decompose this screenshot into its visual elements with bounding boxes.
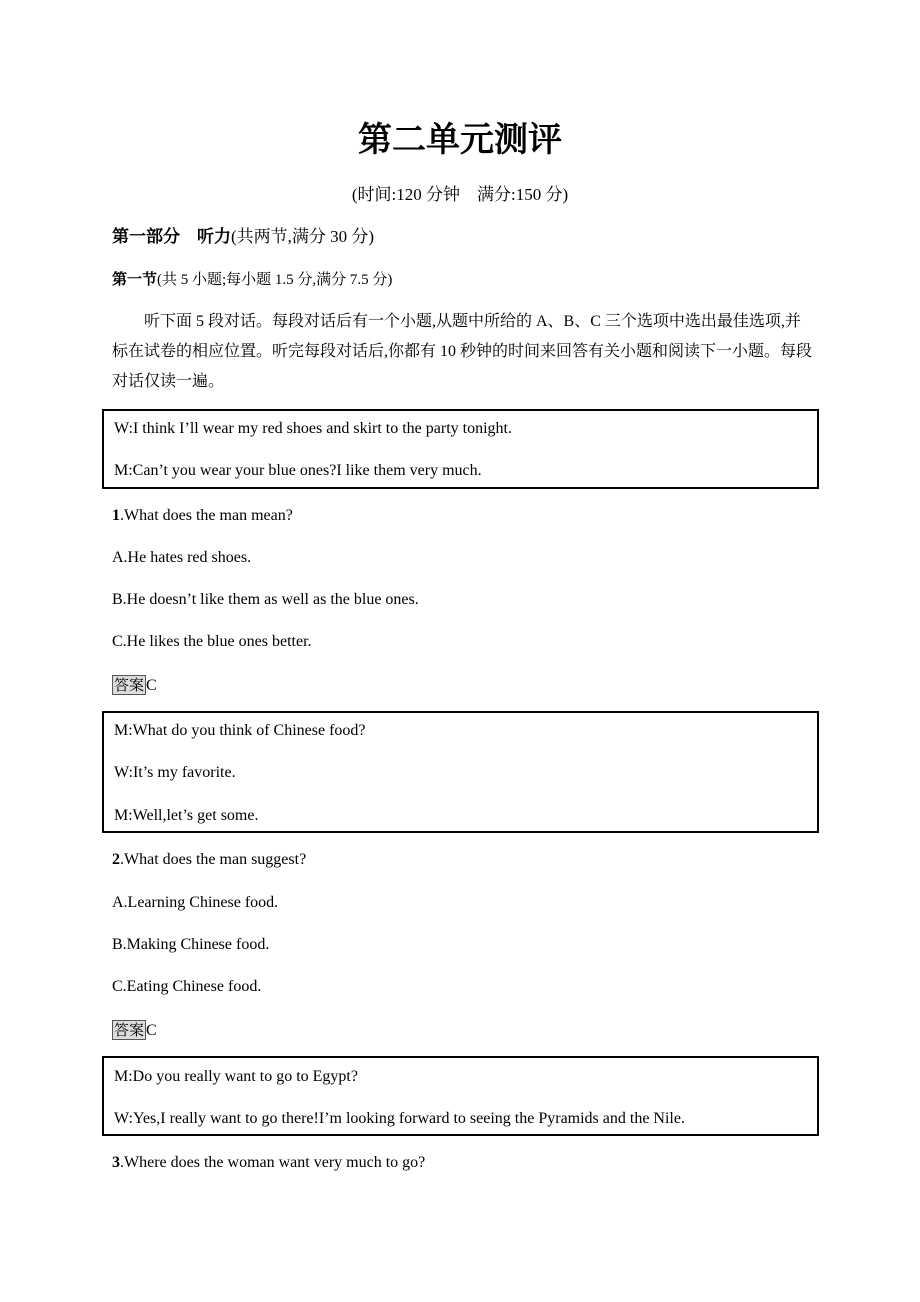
answer-badge: 答案 bbox=[114, 676, 145, 694]
page-title: 第二单元测评 bbox=[358, 120, 562, 160]
exam-info: (时间:120 分钟 满分:150 分) bbox=[351, 185, 569, 204]
option-b: B.He doesn’t like them as well as the blue ones. bbox=[112, 591, 419, 608]
question-text: .What does the man suggest? bbox=[120, 851, 307, 868]
question-number: 3 bbox=[112, 1154, 120, 1171]
dialogue-box-2 bbox=[102, 711, 819, 833]
question-1 bbox=[112, 506, 293, 526]
dialogue-line: M:What do you think of Chinese food? bbox=[114, 722, 366, 739]
dialogue-line: W:Yes,I really want to go there!I’m looking forward to seeing the Pyramids and the Nile. bbox=[114, 1110, 685, 1127]
section-label: 第一节 bbox=[112, 272, 158, 288]
answer-2 bbox=[112, 1020, 157, 1041]
option-c: C.He likes the blue ones better. bbox=[112, 633, 312, 650]
part-note: (共两节,满分 30 分) bbox=[231, 227, 375, 246]
question-text: .Where does the woman want very much to go? bbox=[120, 1154, 426, 1171]
dialogue-line: M:Do you really want to go to Egypt? bbox=[114, 1068, 358, 1085]
section-heading bbox=[112, 270, 392, 290]
question-2 bbox=[112, 850, 306, 870]
part-label: 第一部分 听力 bbox=[112, 227, 231, 246]
dialogue-line: W:It’s my favorite. bbox=[114, 764, 236, 781]
option-b: B.Making Chinese food. bbox=[112, 936, 270, 953]
question-text: .What does the man mean? bbox=[120, 507, 293, 524]
part-heading bbox=[112, 227, 374, 247]
option-a: A.Learning Chinese food. bbox=[112, 894, 279, 911]
option-a: A.He hates red shoes. bbox=[112, 549, 252, 566]
question-number: 2 bbox=[112, 851, 120, 868]
dialogue-line: M:Well,let’s get some. bbox=[114, 807, 259, 824]
instructions: 听下面 5 段对话。每段对话后有一个小题,从题中所给的 A、B、C 三个选项中选出最佳选项,并标在试卷的相应位置。听完每段对话后,你都有 10 秒钟的时间来回答有关小题和阅读下一小题。每段对话仅读一遍。 bbox=[112, 313, 813, 390]
answer-value: C bbox=[146, 677, 157, 694]
dialogue-line: M:Can’t you wear your blue ones?I like them very much. bbox=[114, 462, 482, 479]
answer-1 bbox=[112, 675, 157, 696]
section-note: (共 5 小题;每小题 1.5 分,满分 7.5 分) bbox=[157, 272, 393, 288]
dialogue-box-3 bbox=[102, 1056, 819, 1136]
question-number: 1 bbox=[112, 507, 120, 524]
dialogue-box-1 bbox=[102, 409, 819, 489]
question-3 bbox=[112, 1153, 425, 1173]
answer-badge: 答案 bbox=[114, 1021, 145, 1039]
answer-value: C bbox=[146, 1022, 157, 1039]
option-c: C.Eating Chinese food. bbox=[112, 978, 262, 995]
dialogue-line: W:I think I’ll wear my red shoes and skirt to the party tonight. bbox=[114, 420, 512, 437]
